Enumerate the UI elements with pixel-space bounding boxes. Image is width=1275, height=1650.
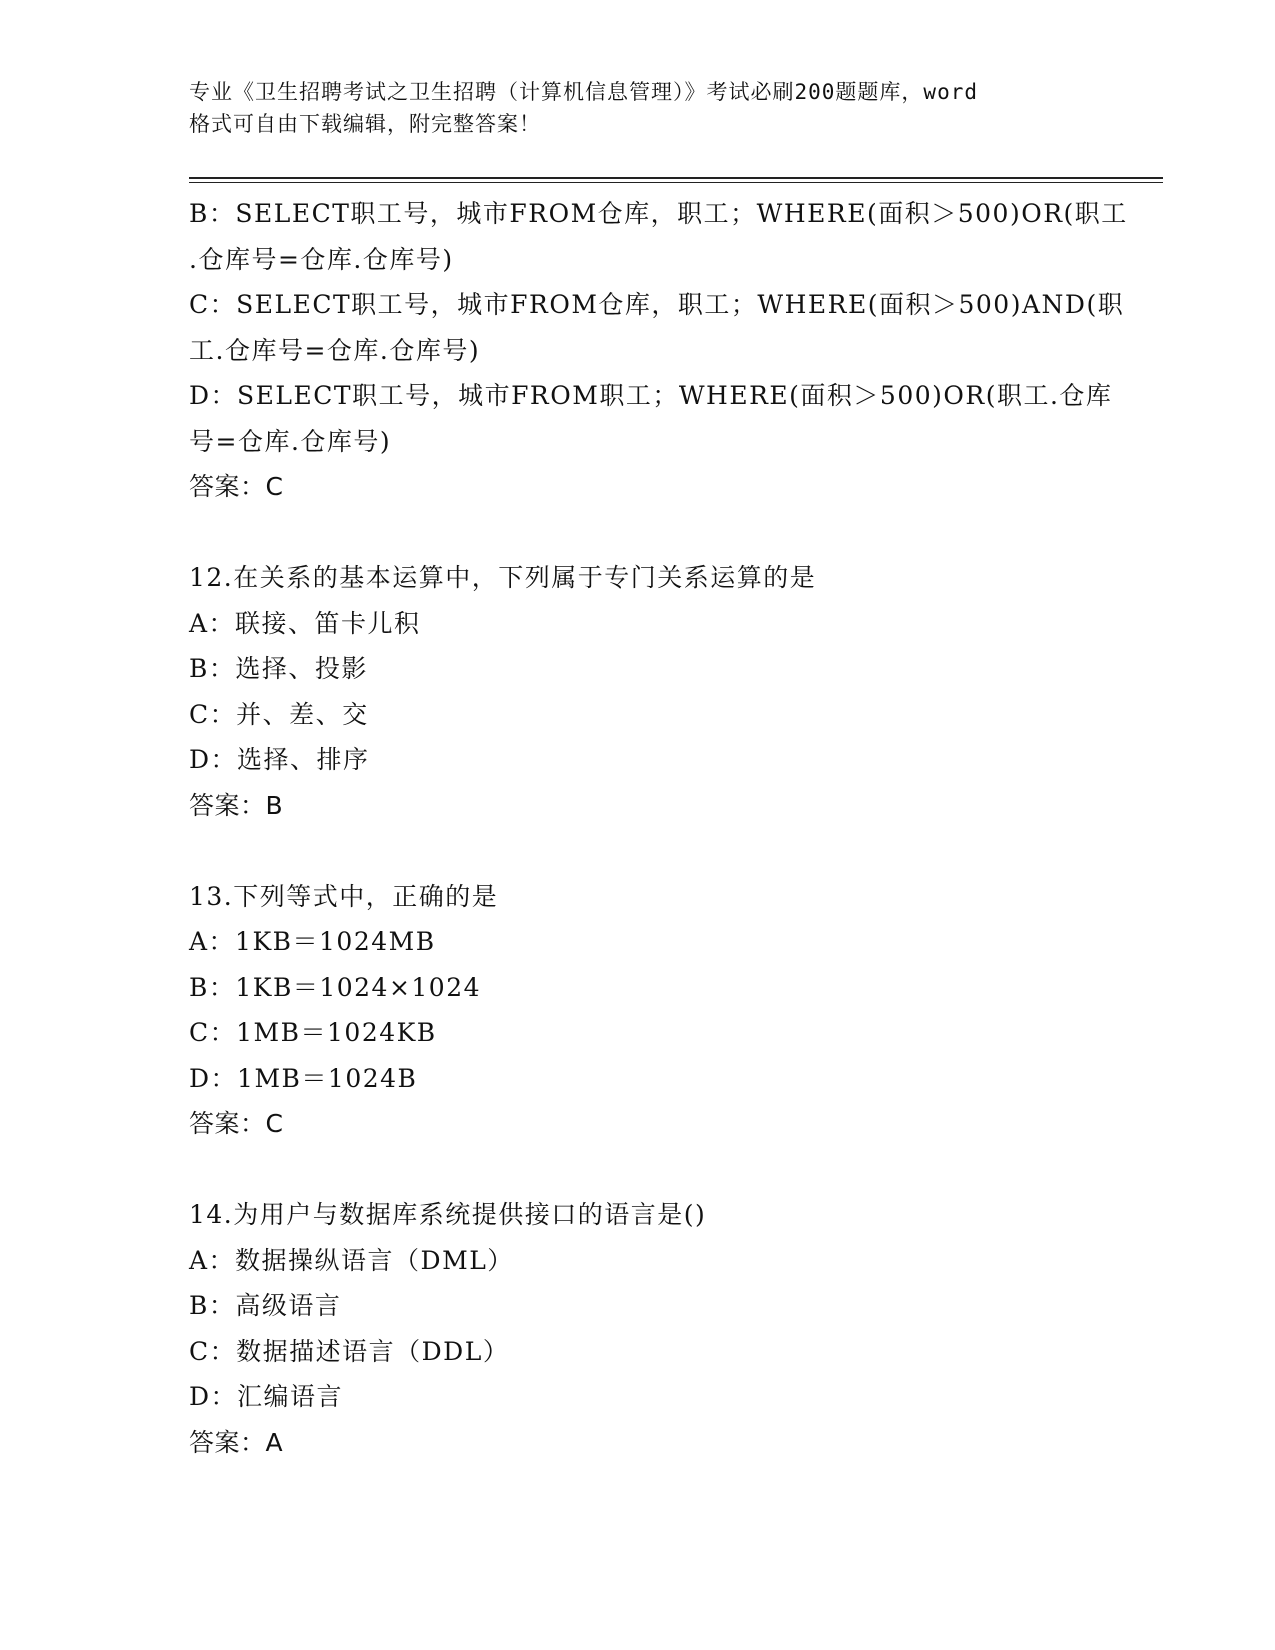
option-a: A：联接、笛卡儿积	[189, 608, 421, 638]
option-b: B：1KB＝1024×1024	[189, 972, 482, 1002]
header-divider-thin	[189, 182, 1163, 183]
option-d: D：1MB＝1024B	[189, 1063, 418, 1093]
option-c-line-2: 工.仓库号=仓库.仓库号)	[189, 335, 481, 365]
option-a: A：1KB＝1024MB	[189, 927, 436, 956]
option-b: B：高级语言	[189, 1291, 342, 1320]
question-text: 14.为用户与数据库系统提供接口的语言是()	[189, 1200, 707, 1229]
answer-14: 答案：A	[189, 1427, 284, 1457]
header-line-1: 专业《卫生招聘考试之卫生招聘（计算机信息管理）》考试必刷200题题库，word	[189, 80, 978, 104]
question-11-options	[189, 191, 1128, 510]
question-text: 12.在关系的基本运算中，下列属于专门关系运算的是	[189, 563, 817, 592]
header-line-2: 格式可自由下载编辑，附完整答案！	[189, 112, 541, 136]
option-c: C：并、差、交	[189, 699, 369, 729]
question-text: 13.下列等式中，正确的是	[189, 881, 499, 911]
question-12	[189, 555, 1089, 828]
document-header	[189, 76, 1089, 140]
option-d: D：选择、排序	[189, 745, 370, 774]
question-13	[189, 874, 1089, 1147]
answer-12: 答案：B	[189, 790, 284, 820]
header-divider-thick	[189, 177, 1163, 179]
option-c: C：数据描述语言（DDL）	[189, 1336, 510, 1366]
question-14	[189, 1192, 1089, 1465]
question-list	[189, 191, 1128, 1465]
answer-13: 答案：C	[189, 1109, 284, 1138]
option-c: C：1MB＝1024KB	[189, 1018, 437, 1047]
spacer	[189, 1147, 1089, 1193]
option-d: D：汇编语言	[189, 1382, 344, 1411]
spacer	[189, 828, 1089, 874]
option-b-line-1: B：SELECT职工号，城市FROM仓库，职工；WHERE(面积＞500)OR(职工	[189, 199, 1128, 228]
option-d-line-1: D：SELECT职工号，城市FROM职工；WHERE(面积＞500)OR(职工.仓库	[189, 381, 1113, 410]
spacer	[189, 510, 1089, 556]
answer-11: 答案：C	[189, 472, 284, 501]
option-b: B：选择、投影	[189, 654, 368, 683]
option-c-line-1: C：SELECT职工号，城市FROM仓库，职工；WHERE(面积＞500)AND(职	[189, 290, 1125, 319]
option-d-line-2: 号=仓库.仓库号)	[189, 426, 392, 456]
option-b-line-2: .仓库号=仓库.仓库号)	[189, 244, 454, 274]
option-a: A：数据操纵语言（DML）	[189, 1245, 514, 1275]
